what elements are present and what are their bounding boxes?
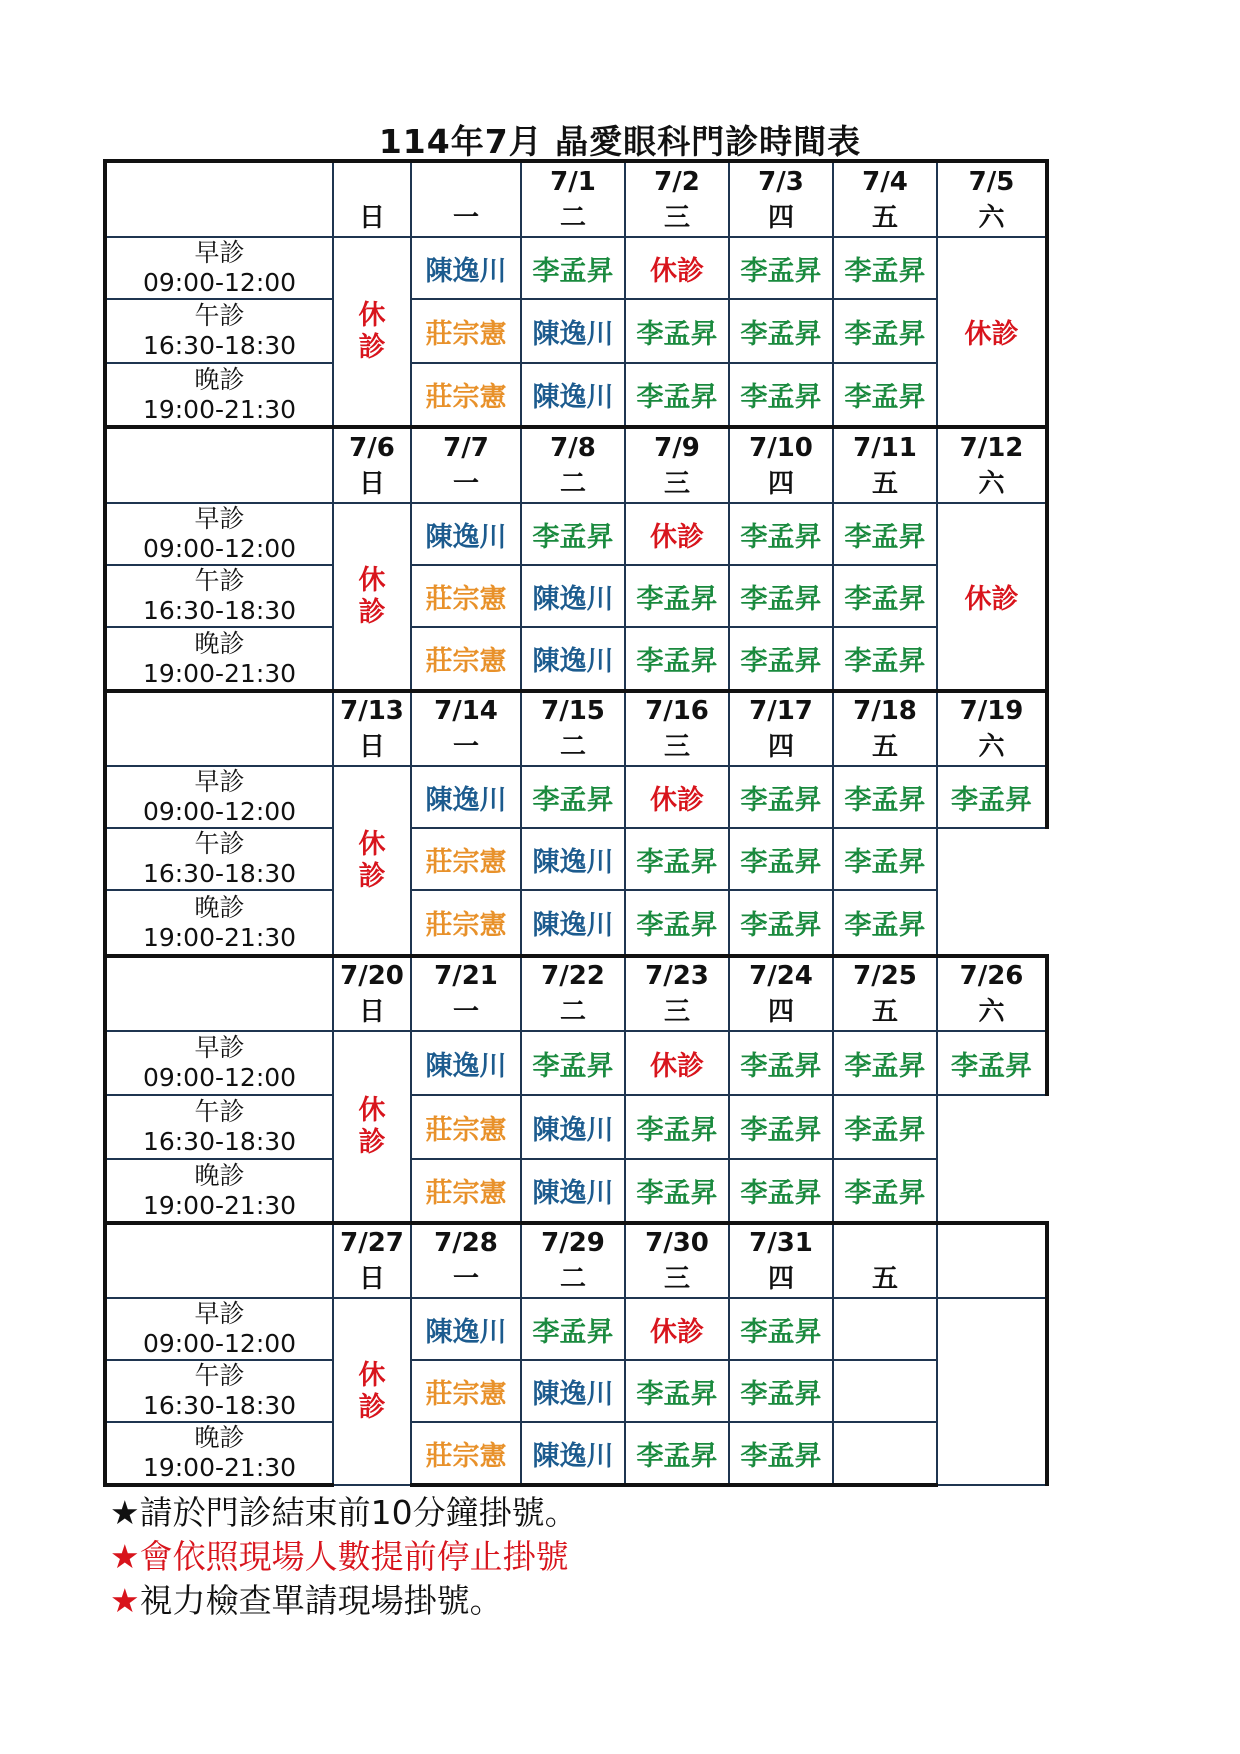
day-weekday: 二 (559, 202, 586, 233)
rest-char: 休 (358, 299, 386, 331)
day-header (937, 1223, 1047, 1298)
slot-time: 16:30-18:30 (142, 859, 297, 888)
day-date: 7/10 (749, 432, 813, 463)
day-date: 7/6 (349, 432, 395, 463)
saturday-closed: 休診 (937, 503, 1047, 691)
header-blank (105, 427, 333, 503)
doctor-cell: 李孟昇 (833, 299, 937, 363)
rest-char: 診 (358, 1126, 386, 1158)
day-date: 7/31 (749, 1228, 813, 1258)
slot-time: 16:30-18:30 (142, 1127, 297, 1156)
empty-cell (833, 1298, 937, 1360)
day-weekday: 日 (358, 202, 385, 233)
day-date: 7/29 (541, 1228, 605, 1258)
slot-time: 16:30-18:30 (142, 596, 297, 625)
day-header (625, 427, 729, 503)
slot-row (105, 1159, 1047, 1223)
day-header (729, 161, 833, 237)
day-weekday: 四 (767, 1264, 794, 1294)
slot-time: 09:00-12:00 (142, 1063, 297, 1092)
schedule-table (103, 159, 1049, 1487)
slot-label (105, 503, 333, 565)
doctor-cell: 李孟昇 (521, 1298, 625, 1360)
day-weekday: 三 (663, 202, 690, 233)
day-header (521, 161, 625, 237)
day-header (333, 161, 411, 237)
doctor-cell: 李孟昇 (833, 627, 937, 691)
slot-row (105, 363, 1047, 427)
slot-time: 09:00-12:00 (142, 797, 297, 826)
doctor-cell: 莊宗憲 (411, 1159, 521, 1223)
doctor-cell: 李孟昇 (937, 1031, 1047, 1095)
doctor-cell: 陳逸川 (521, 1360, 625, 1422)
day-date: 7/21 (434, 961, 498, 991)
note-text: 視力檢查單請現場掛號。 (139, 1581, 503, 1620)
page-title: 114年7月 晶愛眼科門診時間表 (378, 122, 862, 161)
doctor-cell: 李孟昇 (729, 1422, 833, 1485)
slot-row (105, 1095, 1047, 1159)
slot-name: 早診 (194, 1033, 245, 1062)
doctor-cell: 李孟昇 (729, 1095, 833, 1159)
day-weekday: 一 (452, 1264, 479, 1294)
slot-label (105, 627, 333, 691)
day-weekday: 三 (663, 732, 690, 762)
note-stop-registration (110, 1536, 578, 1580)
star-icon: ★ (110, 1493, 140, 1532)
doctor-cell: 李孟昇 (833, 890, 937, 956)
slot-label (105, 1095, 333, 1159)
doctor-cell: 李孟昇 (833, 503, 937, 565)
header-blank (105, 161, 333, 237)
empty-cell (833, 1422, 937, 1485)
slot-label (105, 766, 333, 828)
week-header-row (105, 956, 1047, 1031)
doctor-cell: 李孟昇 (833, 1095, 937, 1159)
day-date (834, 1225, 936, 1261)
doctor-cell: 李孟昇 (729, 565, 833, 627)
day-date: 7/14 (434, 696, 498, 726)
note-text: 會依照現場人數提前停止掛號 (139, 1537, 569, 1576)
slot-row (105, 1360, 1047, 1422)
day-header (333, 956, 411, 1031)
doctor-cell: 陳逸川 (521, 299, 625, 363)
doctor-cell: 李孟昇 (625, 299, 729, 363)
slot-time: 19:00-21:30 (142, 1190, 297, 1220)
slot-row (105, 237, 1047, 299)
doctor-cell: 李孟昇 (729, 1360, 833, 1422)
day-date: 7/7 (443, 432, 489, 463)
day-header (333, 1223, 411, 1298)
doctor-cell: 李孟昇 (521, 766, 625, 828)
doctor-cell: 莊宗憲 (411, 565, 521, 627)
doctor-cell: 李孟昇 (729, 1159, 833, 1223)
rest-char: 休 (358, 1359, 386, 1391)
doctor-cell: 李孟昇 (521, 503, 625, 565)
rest-char: 診 (358, 331, 386, 363)
slot-name: 午診 (194, 1097, 245, 1126)
doctor-cell: 李孟昇 (729, 237, 833, 299)
doctor-cell: 李孟昇 (729, 890, 833, 956)
day-header (833, 427, 937, 503)
note-register-before-end (110, 1492, 578, 1536)
slot-time: 09:00-12:00 (142, 268, 297, 297)
doctor-cell: 陳逸川 (411, 237, 521, 299)
day-date: 7/28 (434, 1228, 498, 1258)
day-date: 7/30 (645, 1228, 709, 1258)
day-weekday: 日 (358, 1264, 385, 1294)
doctor-cell: 李孟昇 (729, 299, 833, 363)
doctor-cell: 陳逸川 (521, 890, 625, 956)
slot-label (105, 890, 333, 956)
slot-row (105, 828, 1047, 890)
day-header (729, 956, 833, 1031)
day-date: 7/1 (550, 166, 596, 197)
slot-name: 早診 (194, 504, 245, 533)
doctor-cell: 李孟昇 (729, 627, 833, 691)
day-date (334, 164, 410, 200)
day-header (937, 691, 1047, 766)
sunday-closed (333, 237, 411, 427)
day-header (333, 691, 411, 766)
doctor-cell: 李孟昇 (729, 503, 833, 565)
slot-label (105, 828, 333, 890)
slot-name: 晚診 (194, 1160, 245, 1190)
rest-char: 休 (358, 564, 386, 596)
doctor-cell: 李孟昇 (833, 766, 937, 828)
day-weekday: 五 (871, 202, 898, 233)
day-header (729, 427, 833, 503)
day-weekday: 四 (767, 202, 794, 233)
doctor-cell: 李孟昇 (833, 828, 937, 890)
day-header (625, 161, 729, 237)
slot-row (105, 1422, 1047, 1485)
slot-label (105, 299, 333, 363)
slot-time: 19:00-21:30 (142, 1453, 297, 1482)
day-header (521, 427, 625, 503)
day-date: 7/4 (862, 166, 908, 197)
sunday-closed (333, 503, 411, 691)
slot-label (105, 1298, 333, 1360)
day-header (411, 691, 521, 766)
day-weekday: 三 (663, 1264, 690, 1294)
day-weekday: 六 (978, 468, 1005, 499)
day-weekday: 四 (767, 468, 794, 499)
day-weekday: 三 (663, 997, 690, 1027)
slot-label (105, 1360, 333, 1422)
day-date: 7/12 (959, 432, 1024, 463)
slot-name: 早診 (194, 767, 245, 796)
doctor-cell: 陳逸川 (521, 1422, 625, 1485)
doctor-cell: 莊宗憲 (411, 890, 521, 956)
doctor-cell: 休診 (625, 1031, 729, 1095)
day-weekday: 一 (452, 468, 479, 499)
day-date: 7/25 (853, 961, 917, 991)
doctor-cell: 莊宗憲 (411, 1095, 521, 1159)
day-header (833, 691, 937, 766)
day-header (937, 161, 1047, 237)
slot-label (105, 1031, 333, 1095)
doctor-cell: 李孟昇 (625, 828, 729, 890)
day-header (411, 956, 521, 1031)
day-weekday: 四 (767, 997, 794, 1027)
slot-time: 16:30-18:30 (142, 331, 297, 360)
day-date: 7/3 (758, 166, 804, 197)
slot-row (105, 766, 1047, 828)
day-date: 7/22 (541, 961, 605, 991)
slot-name: 晚診 (194, 892, 245, 922)
doctor-cell: 李孟昇 (937, 766, 1047, 828)
day-date (412, 164, 520, 200)
day-date: 7/19 (959, 696, 1024, 726)
day-weekday: 五 (871, 997, 898, 1027)
slot-row (105, 1298, 1047, 1360)
rest-char: 診 (358, 860, 386, 892)
doctor-cell: 李孟昇 (729, 363, 833, 427)
doctor-cell: 休診 (625, 503, 729, 565)
day-weekday: 四 (767, 732, 794, 762)
day-weekday: 六 (978, 732, 1005, 762)
saturday-closed: 休診 (937, 237, 1047, 427)
sunday-closed (333, 1298, 411, 1485)
doctor-cell: 李孟昇 (521, 237, 625, 299)
day-date: 7/9 (654, 432, 700, 463)
doctor-cell: 李孟昇 (833, 363, 937, 427)
empty-cell (833, 1360, 937, 1422)
day-weekday: 二 (559, 1264, 586, 1294)
day-header (833, 161, 937, 237)
slot-time: 19:00-21:30 (142, 394, 297, 424)
doctor-cell: 陳逸川 (411, 1031, 521, 1095)
day-date: 7/11 (853, 432, 917, 463)
rest-char: 診 (358, 1391, 386, 1423)
header-blank (105, 691, 333, 766)
doctor-cell: 莊宗憲 (411, 828, 521, 890)
doctor-cell: 休診 (625, 237, 729, 299)
day-weekday: 日 (358, 732, 385, 762)
slot-name: 晚診 (194, 364, 245, 394)
doctor-cell: 李孟昇 (625, 627, 729, 691)
day-header (411, 1223, 521, 1298)
header-blank (105, 1223, 333, 1298)
doctor-cell: 莊宗憲 (411, 1360, 521, 1422)
day-header (625, 956, 729, 1031)
day-header (411, 161, 521, 237)
day-weekday: 六 (978, 202, 1005, 233)
doctor-cell: 陳逸川 (521, 565, 625, 627)
rest-char: 休 (358, 1094, 386, 1126)
day-weekday: 六 (978, 997, 1005, 1027)
day-header (521, 1223, 625, 1298)
slot-name: 午診 (194, 566, 245, 595)
day-date: 7/23 (645, 961, 709, 991)
day-header (937, 427, 1047, 503)
slot-label (105, 363, 333, 427)
slot-name: 晚診 (194, 628, 245, 658)
doctor-cell: 陳逸川 (521, 1159, 625, 1223)
note-text: 請於門診結束前10分鐘掛號。 (139, 1493, 578, 1532)
day-weekday: 二 (559, 468, 586, 499)
day-date: 7/20 (340, 961, 404, 991)
day-date: 7/15 (541, 696, 605, 726)
slot-time: 19:00-21:30 (142, 922, 297, 952)
rest-char: 休 (358, 828, 386, 860)
day-header (521, 956, 625, 1031)
doctor-cell: 莊宗憲 (411, 299, 521, 363)
slot-time: 19:00-21:30 (142, 658, 297, 688)
day-header (521, 691, 625, 766)
day-date: 7/5 (968, 166, 1015, 197)
day-date: 7/18 (853, 696, 917, 726)
day-weekday (938, 1261, 1045, 1297)
slot-name: 午診 (194, 301, 245, 330)
slot-name: 午診 (194, 1361, 245, 1390)
week-header-row (105, 691, 1047, 766)
doctor-cell: 李孟昇 (833, 1159, 937, 1223)
slot-label (105, 237, 333, 299)
day-date: 7/13 (340, 696, 404, 726)
day-weekday: 三 (663, 468, 690, 499)
star-icon: ★ (110, 1581, 140, 1620)
doctor-cell: 李孟昇 (625, 890, 729, 956)
doctor-cell: 李孟昇 (833, 237, 937, 299)
day-date: 7/2 (654, 166, 700, 197)
day-weekday: 一 (452, 997, 479, 1027)
week-header-row (105, 427, 1047, 503)
doctor-cell: 休診 (625, 766, 729, 828)
day-date: 7/24 (749, 961, 813, 991)
slot-time: 16:30-18:30 (142, 1391, 297, 1420)
week-header-row (105, 161, 1047, 237)
doctor-cell: 陳逸川 (521, 363, 625, 427)
doctor-cell: 李孟昇 (833, 1031, 937, 1095)
doctor-cell: 莊宗憲 (411, 1422, 521, 1485)
slot-time: 09:00-12:00 (142, 534, 297, 563)
day-weekday: 一 (452, 732, 479, 762)
day-weekday: 五 (871, 732, 898, 762)
slot-row (105, 503, 1047, 565)
empty-cell (937, 1298, 1047, 1485)
doctor-cell: 李孟昇 (729, 1298, 833, 1360)
slot-name: 晚診 (194, 1423, 245, 1452)
slot-time: 09:00-12:00 (142, 1329, 297, 1358)
doctor-cell: 李孟昇 (833, 565, 937, 627)
doctor-cell: 陳逸川 (521, 828, 625, 890)
doctor-cell: 李孟昇 (625, 1095, 729, 1159)
day-weekday: 五 (871, 468, 898, 499)
slot-label (105, 1422, 333, 1485)
doctor-cell: 李孟昇 (625, 1159, 729, 1223)
day-date: 7/27 (340, 1228, 404, 1258)
day-weekday: 一 (452, 202, 479, 233)
slot-row (105, 890, 1047, 956)
doctor-cell: 李孟昇 (729, 828, 833, 890)
slot-row (105, 627, 1047, 691)
rest-char: 診 (358, 596, 386, 628)
notes (110, 1492, 578, 1624)
day-header (729, 1223, 833, 1298)
day-date: 7/16 (645, 696, 709, 726)
doctor-cell: 陳逸川 (521, 1095, 625, 1159)
doctor-cell: 陳逸川 (411, 1298, 521, 1360)
day-date: 7/8 (550, 432, 596, 463)
slot-row (105, 299, 1047, 363)
day-header (833, 1223, 937, 1298)
day-header (625, 691, 729, 766)
day-weekday: 日 (358, 468, 385, 499)
slot-label (105, 565, 333, 627)
doctor-cell: 李孟昇 (625, 565, 729, 627)
note-vision-check (110, 1580, 578, 1624)
slot-row (105, 565, 1047, 627)
day-header (333, 427, 411, 503)
day-header (625, 1223, 729, 1298)
doctor-cell: 陳逸川 (411, 503, 521, 565)
slot-name: 早診 (194, 238, 245, 267)
doctor-cell: 陳逸川 (411, 766, 521, 828)
day-date (938, 1225, 1045, 1261)
slot-name: 早診 (194, 1299, 245, 1328)
day-weekday: 二 (559, 732, 586, 762)
header-blank (105, 956, 333, 1031)
day-weekday: 五 (871, 1264, 898, 1294)
doctor-cell: 李孟昇 (625, 1422, 729, 1485)
sunday-closed (333, 1031, 411, 1223)
day-header (729, 691, 833, 766)
doctor-cell: 李孟昇 (729, 1031, 833, 1095)
slot-name: 午診 (194, 829, 245, 858)
day-weekday: 二 (559, 997, 586, 1027)
slot-label (105, 1159, 333, 1223)
day-header (937, 956, 1047, 1031)
day-weekday: 日 (358, 997, 385, 1027)
sunday-closed (333, 766, 411, 956)
day-header (411, 427, 521, 503)
doctor-cell: 李孟昇 (625, 1360, 729, 1422)
day-date: 7/26 (959, 961, 1024, 991)
doctor-cell: 莊宗憲 (411, 363, 521, 427)
week-header-row (105, 1223, 1047, 1298)
doctor-cell: 李孟昇 (521, 1031, 625, 1095)
doctor-cell: 李孟昇 (729, 766, 833, 828)
day-date: 7/17 (749, 696, 813, 726)
doctor-cell: 休診 (625, 1298, 729, 1360)
doctor-cell: 陳逸川 (521, 627, 625, 691)
slot-row (105, 1031, 1047, 1095)
doctor-cell: 李孟昇 (625, 363, 729, 427)
day-header (833, 956, 937, 1031)
star-icon: ★ (110, 1537, 140, 1576)
doctor-cell: 莊宗憲 (411, 627, 521, 691)
